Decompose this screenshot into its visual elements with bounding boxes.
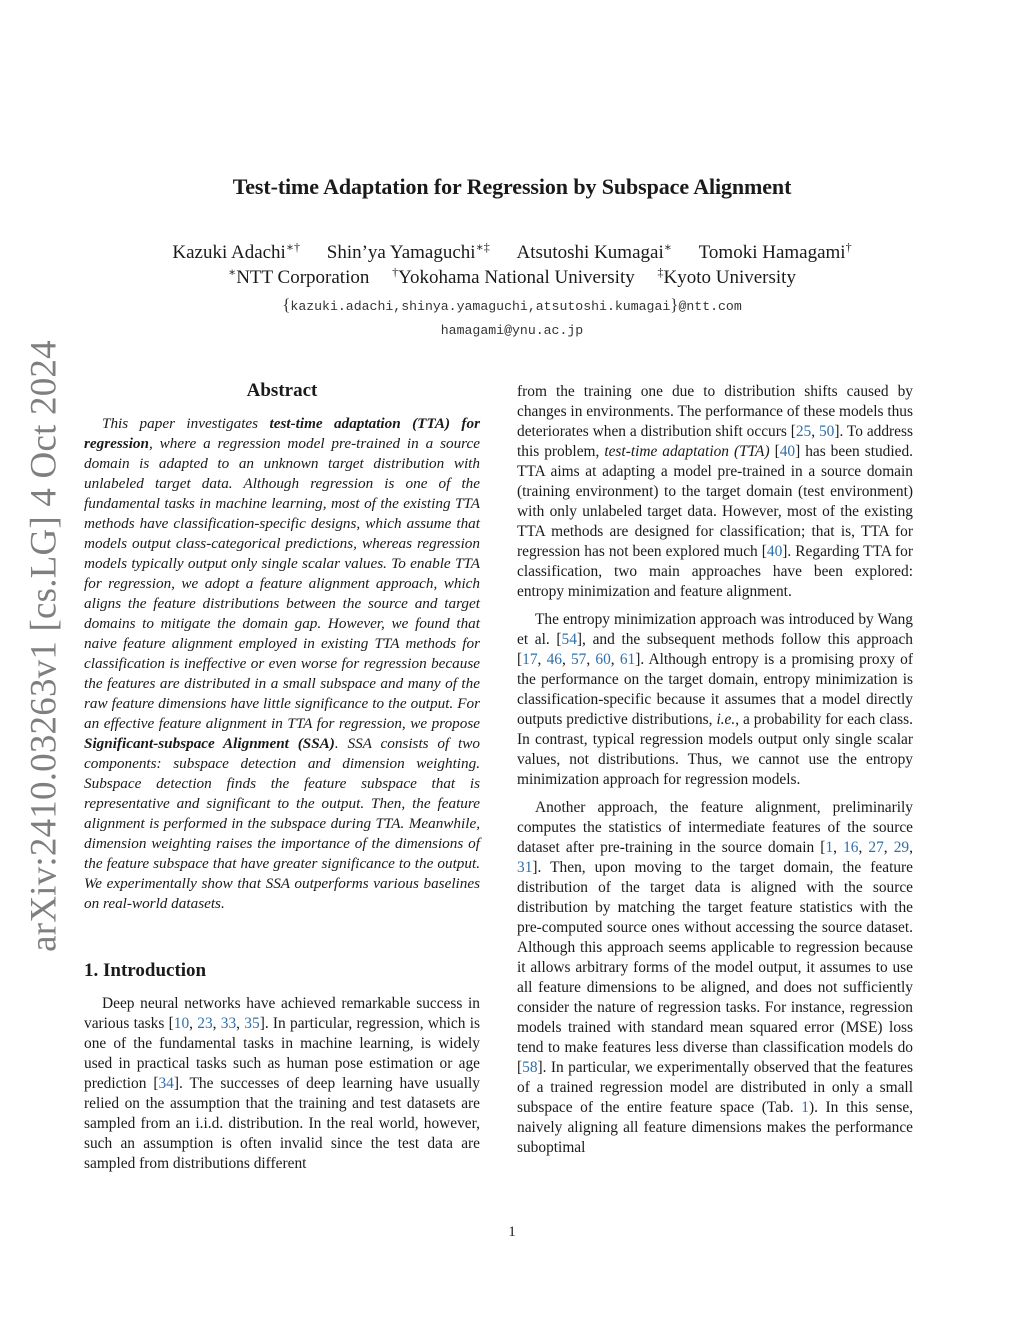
- citation-link[interactable]: 58: [522, 1059, 538, 1076]
- citation-link[interactable]: 61: [619, 651, 636, 668]
- email-line[interactable]: {kazuki.adachi,shinya.yamaguchi,atsutoshi.kumagai}@ntt.com: [282, 295, 742, 314]
- citation-link[interactable]: 57: [570, 651, 587, 668]
- abstract-heading: Abstract: [246, 380, 318, 401]
- author: Atsutoshi Kumagai∗: [516, 240, 672, 263]
- citation-link[interactable]: 27: [868, 839, 884, 856]
- author: Tomoki Hamagami†: [698, 240, 852, 263]
- right-column: [517, 380, 913, 1158]
- citation-link[interactable]: 25: [795, 423, 812, 440]
- citation-link[interactable]: 60: [595, 651, 611, 668]
- citation-link[interactable]: 29: [893, 839, 910, 856]
- citation-link[interactable]: 17: [522, 651, 538, 668]
- body-paragraph: Another approach, the feature alignment, preliminarily computes the statistics of intermediate features of the source dataset after pre-training in the source domain [1, 16, 27, 29, 31]. Then, upon moving to the target domain, the feature distribution of the target data is aligned with the source distribution by matching the target feature statistics with the pre-computed source ones without accessing the source dataset. Although this approach seems applicable to regression because it allows arbitrary forms of the model output, it assumes to use all feature dimensions to be aligned, and does not sufficiently consider the nature of regression tasks. For instance, regression models trained with standard mean squared error (MSE) loss tend to make features less diverse than classification models do [58]. In particular, we experimentally observed that the features of a trained regression model are distributed in only a small subspace of the entire feature space (Tab. 1). In this sense, naively aligning all feature dimensions makes the performance suboptimal: [517, 799, 913, 1156]
- citation-link[interactable]: 40: [766, 543, 783, 560]
- affiliation: †Yokohama National University: [392, 265, 635, 288]
- body-paragraph: from the training one due to distribution shifts caused by changes in environments. The performance of these models thus deteriorates when a distribution shift occurs [25, 50]. To address this problem, test-time adaptation (TTA) [40] has been studied. TTA aims at adapting a model pre-trained in a source domain (training environment) to the target domain (test environment) with only unlabeled target data. However, most of the existing TTA methods are designed for classification; that is, TTA for regression has not been explored much [40]. Regarding TTA for classification, two main approaches have been explored: entropy minimization and feature alignment.: [517, 383, 914, 600]
- citation-link[interactable]: 33: [220, 1015, 237, 1032]
- citation-link[interactable]: 46: [546, 651, 562, 668]
- affiliation: ∗NTT Corporation: [228, 265, 370, 288]
- body-paragraph: The entropy minimization approach was introduced by Wang et al. [54], and the subsequent methods follow this approach [17, 46, 57, 60, 61]. Although entropy is a promising proxy of the performance on the target domain, entropy minimization is classification-specific because it assumes that a model directly outputs predictive distributions, i.e., a probability for each class. In contrast, typical regression models output only single scalar values, not distributions. Thus, we cannot use the entropy minimization approach for regression models.: [517, 611, 913, 788]
- author: Shin’ya Yamaguchi∗‡: [326, 240, 490, 263]
- affiliation: ‡Kyoto University: [657, 265, 796, 288]
- author-list: [0, 240, 1024, 265]
- table-reference-link[interactable]: 1: [801, 1099, 809, 1116]
- left-column: [84, 380, 480, 1174]
- author-block: [0, 240, 1024, 290]
- citation-link[interactable]: 31: [517, 859, 533, 876]
- arxiv-identifier: arXiv:2410.03263v1 [cs.LG] 4 Oct 2024: [23, 340, 65, 952]
- author-emails: [0, 293, 1024, 343]
- author: Kazuki Adachi∗†: [172, 240, 300, 263]
- citation-link[interactable]: 1: [825, 839, 834, 856]
- citation-link[interactable]: 54: [561, 631, 577, 648]
- citation-link[interactable]: 23: [197, 1015, 213, 1032]
- citation-link[interactable]: 35: [244, 1015, 260, 1032]
- citation-link[interactable]: 34: [158, 1075, 174, 1092]
- affiliation-list: [0, 265, 1024, 290]
- citation-link[interactable]: 40: [779, 443, 796, 460]
- paper-title: Test-time Adaptation for Regression by Subspace Alignment: [232, 174, 792, 199]
- citation-link[interactable]: 10: [173, 1015, 190, 1032]
- intro-paragraph: Deep neural networks have achieved remarkable success in various tasks [10, 23, 33, 35]. In particular, regression, which is one of the fundamental tasks in machine learning, is widely used in practical tasks such as human pose estimation or age prediction [34]. The successes of deep learning have usually relied on the assumption that the training and test datasets are sampled from an i.i.d. distribution. In the real world, however, such an assumption is often invalid since the test data are sampled from distributions different: [84, 995, 480, 1172]
- citation-link[interactable]: 50: [818, 423, 835, 440]
- introduction-heading: 1. Introduction: [84, 960, 207, 981]
- page-number: 1: [508, 1224, 516, 1240]
- citation-link[interactable]: 16: [843, 839, 859, 856]
- email-line[interactable]: hamagami@ynu.ac.jp: [440, 323, 584, 338]
- abstract-text: This paper investigates test-time adaptation (TTA) for regression, where a regression model pre-trained in a source domain is adapted to an unknown target distribution with unlabeled target data. Although regression is one of the fundamental tasks in machine learning, most of the existing TTA methods have classification-specific designs, which assume that models output class-categorical predictions, whereas regression models typically output only single scalar values. To enable TTA for regression, we adopt a feature alignment approach, which aligns the feature distributions between the source and target domains to mitigate the domain gap. However, we found that naive feature alignment employed in existing TTA methods for classification is ineffective or even worse for regression because the features are distributed in a small subspace and many of the raw feature dimensions have little significance to the output. For an effective feature alignment in TTA for regression, we propose Significant-subspace Alignment (SSA). SSA consists of two components: subspace detection and dimension weighting. Subspace detection finds the feature subspace that is representative and significant to the output. Then, the feature alignment is performed in the subspace during TTA. Meanwhile, dimension weighting raises the importance of the dimensions of the feature subspace that have greater significance to the output. We experimentally show that SSA outperforms various baselines on real-world datasets.: [84, 415, 481, 912]
- arxiv-sidebar: [18, 340, 70, 952]
